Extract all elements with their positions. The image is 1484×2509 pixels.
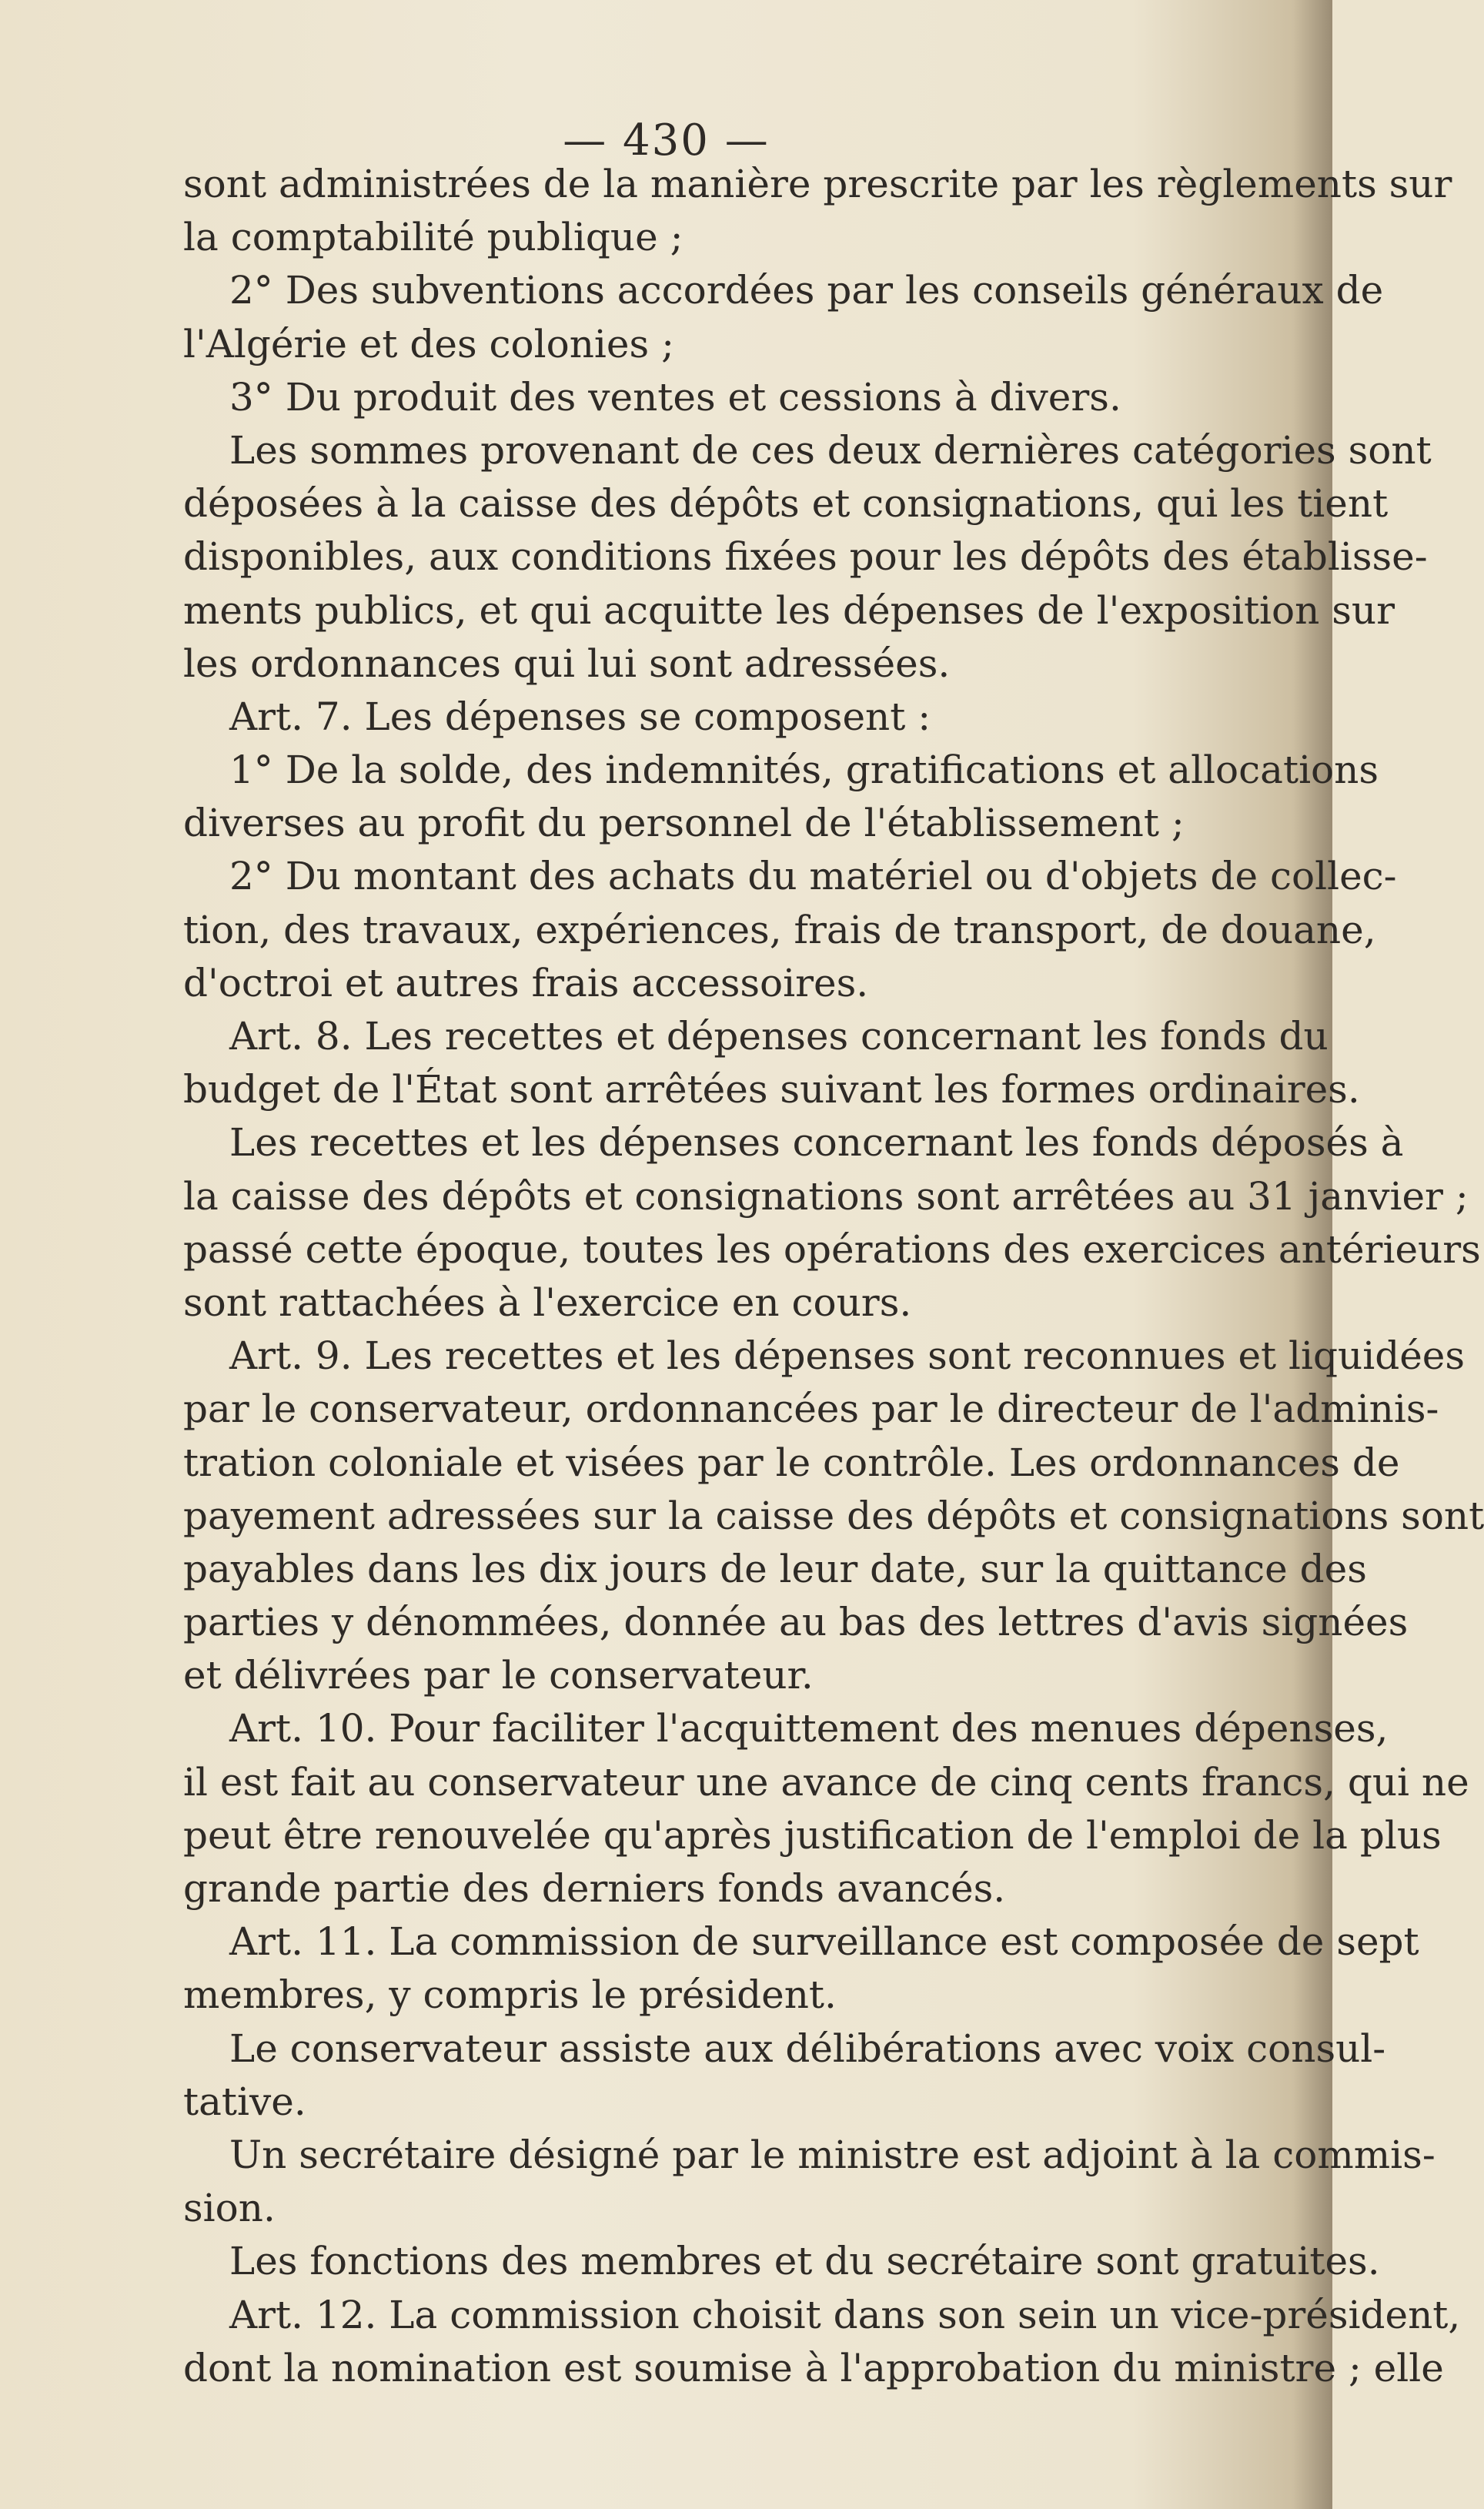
text-line: Art. 11. La commission de surveillance est composée de sept [229, 1919, 1419, 1965]
text-line: payables dans les dix jours de leur date, sur la quittance des [183, 1546, 1367, 1591]
text-line: Les fonctions des membres et du secrétaire sont gratuites. [229, 2239, 1380, 2284]
text-line: déposées à la caisse des dépôts et consignations, qui les tient [183, 481, 1389, 527]
text-line: les ordonnances qui lui sont adressées. [183, 641, 951, 686]
text-line: d'octroi et autres frais accessoires. [183, 960, 869, 1005]
text-block [183, 158, 1484, 2395]
text-line: et délivrées par le conservateur. [183, 1653, 814, 1698]
text-line: passé cette époque, toutes les opérations des exercices antérieurs [183, 1226, 1481, 1272]
text-line: l'Algérie et des colonies ; [183, 321, 674, 366]
page-number: — 430 — [563, 115, 770, 166]
text-line: Le conservateur assiste aux délibérations avec voix consul- [229, 2026, 1386, 2071]
text-line: tion, des travaux, expériences, frais de transport, de douane, [183, 907, 1376, 952]
text-line: payement adressées sur la caisse des dépôts et consignations sont [183, 1493, 1484, 1538]
text-line: peut être renouvelée qu'après justification de l'emploi de la plus [183, 1812, 1442, 1858]
text-line: par le conservateur, ordonnancées par le directeur de l'adminis- [183, 1387, 1439, 1432]
text-line: grande partie des derniers fonds avancés. [183, 1866, 1006, 1911]
text-line: budget de l'État sont arrêtées suivant les formes ordinaires. [183, 1067, 1360, 1112]
text-line: diverses au profit du personnel de l'établissement ; [183, 801, 1185, 846]
text-line: 1° De la solde, des indemnités, gratifications et allocations [229, 748, 1379, 793]
text-line: membres, y compris le président. [183, 1972, 837, 2018]
text-line: sont administrées de la manière prescrite par les règlements sur [183, 162, 1452, 206]
text-line: 2° Du montant des achats du matériel ou d'objets de collec- [229, 854, 1397, 899]
text-line: Les recettes et les dépenses concernant les fonds déposés à [229, 1120, 1404, 1166]
text-line: Art. 9. Les recettes et les dépenses sont reconnues et liquidées [229, 1333, 1466, 1379]
text-line: dont la nomination est soumise à l'approbation du ministre ; elle [183, 2345, 1444, 2390]
text-line: Art. 7. Les dépenses se composent : [229, 694, 931, 739]
text-line: ments publics, et qui acquitte les dépenses de l'exposition sur [183, 587, 1395, 633]
text-line: Les sommes provenant de ces deux dernières catégories sont [229, 427, 1432, 473]
text-line: Art. 10. Pour faciliter l'acquittement des menues dépenses, [229, 1706, 1389, 1751]
text-line: 3° Du produit des ventes et cessions à divers. [229, 374, 1121, 420]
text-line: il est fait au conservateur une avance de cinq cents francs, qui ne [183, 1759, 1469, 1805]
text-line: la comptabilité publique ; [183, 215, 684, 260]
text-line: la caisse des dépôts et consignations sont arrêtées au 31 janvier ; [183, 1173, 1469, 1219]
text-line: tative. [183, 2079, 306, 2124]
text-line: Un secrétaire désigné par le ministre est adjoint à la commis- [229, 2132, 1436, 2177]
text-line: 2° Des subventions accordées par les conseils généraux de [229, 268, 1384, 313]
text-line: sion. [183, 2186, 276, 2231]
text-line: sont rattachées à l'exercice en cours. [183, 1280, 912, 1325]
text-line: tration coloniale et visées par le contrôle. Les ordonnances de [183, 1440, 1400, 1485]
text-line: parties y dénommées, donnée au bas des lettres d'avis signées [183, 1600, 1409, 1645]
text-line: disponibles, aux conditions fixées pour les dépôts des établisse- [183, 534, 1428, 580]
text-line: Art. 12. La commission choisit dans son sein un vice-président, [229, 2292, 1461, 2337]
text-line: Art. 8. Les recettes et dépenses concernant les fonds du [229, 1014, 1329, 1059]
